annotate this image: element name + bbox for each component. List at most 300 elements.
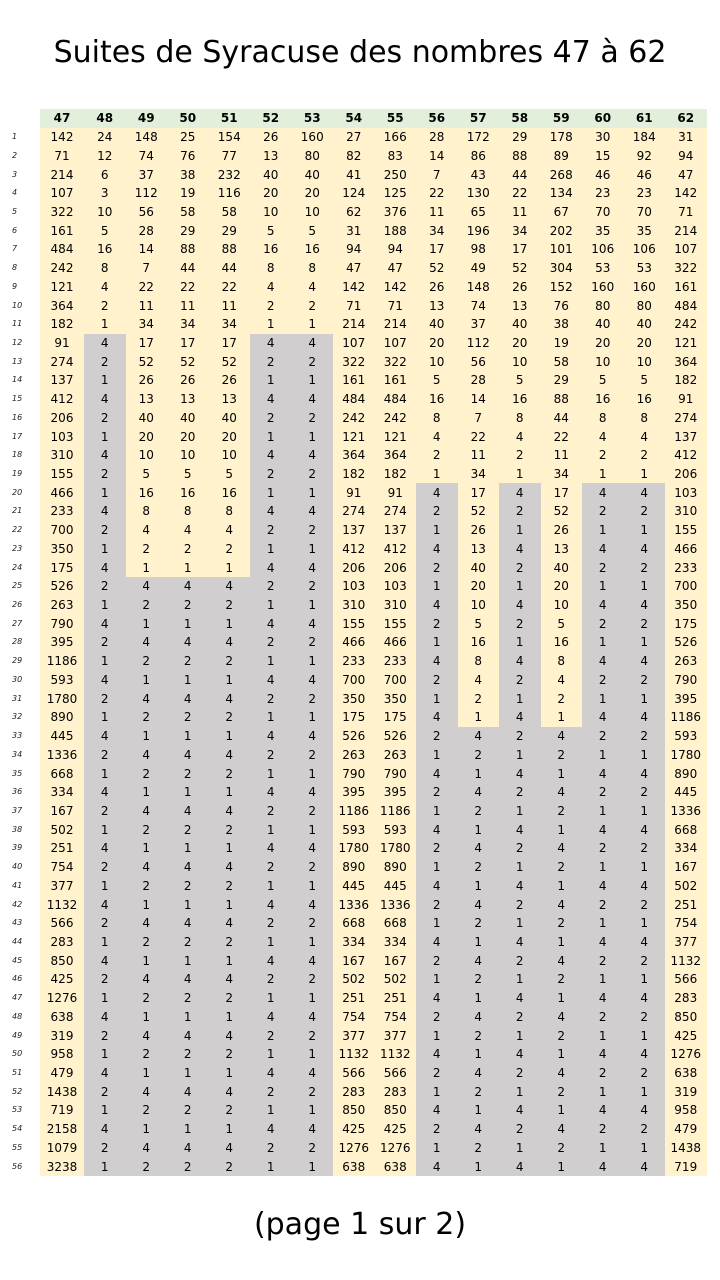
- table-cell: 1: [499, 689, 541, 708]
- table-cell: 242: [375, 409, 417, 428]
- table-cell: 182: [375, 465, 417, 484]
- table-cell: 958: [665, 1101, 707, 1120]
- table-cell: 4: [582, 989, 624, 1008]
- table-cell: 2: [582, 614, 624, 633]
- row-number: 29: [0, 652, 40, 671]
- table-cell: 242: [333, 409, 375, 428]
- table-cell: 52: [541, 502, 583, 521]
- table-cell: 4: [126, 689, 168, 708]
- table-cell: 310: [665, 502, 707, 521]
- table-cell: 5: [167, 465, 209, 484]
- table-cell: 1: [624, 577, 666, 596]
- table-cell: 38: [167, 165, 209, 184]
- table-cell: 4: [126, 1139, 168, 1158]
- table-cell: 2: [84, 352, 126, 371]
- row-number: 45: [0, 951, 40, 970]
- table-cell: 12: [84, 146, 126, 165]
- table-cell: 71: [40, 146, 84, 165]
- table-cell: 4: [126, 633, 168, 652]
- row-number: 39: [0, 839, 40, 858]
- table-cell: 27: [333, 128, 375, 147]
- table-cell: 1: [624, 521, 666, 540]
- table-cell: 526: [333, 727, 375, 746]
- table-cell: 1: [209, 839, 251, 858]
- table-cell: 4: [126, 1082, 168, 1101]
- table-row: [0, 858, 707, 877]
- table-cell: 2: [209, 652, 251, 671]
- row-number: 28: [0, 633, 40, 652]
- table-row: [0, 240, 707, 259]
- table-cell: 4: [250, 783, 292, 802]
- table-cell: 700: [665, 577, 707, 596]
- table-cell: 4: [126, 970, 168, 989]
- table-cell: 2: [250, 745, 292, 764]
- table-cell: 11: [458, 446, 500, 465]
- table-cell: 526: [375, 727, 417, 746]
- table-row: [0, 951, 707, 970]
- table-cell: 40: [167, 409, 209, 428]
- table-cell: 91: [40, 334, 84, 353]
- table-cell: 1: [582, 802, 624, 821]
- table-cell: 1: [292, 427, 334, 446]
- table-cell: 2: [167, 1045, 209, 1064]
- table-cell: 88: [209, 240, 251, 259]
- table-cell: 4: [499, 427, 541, 446]
- table-cell: 1: [292, 820, 334, 839]
- table-cell: 188: [375, 221, 417, 240]
- table-cell: 4: [292, 614, 334, 633]
- table-row: [0, 277, 707, 296]
- table-cell: 251: [665, 895, 707, 914]
- table-cell: 82: [333, 146, 375, 165]
- table-cell: 251: [375, 989, 417, 1008]
- table-cell: 1: [499, 577, 541, 596]
- table-cell: 178: [541, 128, 583, 147]
- table-cell: 4: [209, 1139, 251, 1158]
- table-cell: 4: [167, 914, 209, 933]
- table-cell: 1: [209, 783, 251, 802]
- table-cell: 28: [458, 371, 500, 390]
- table-cell: 8: [416, 409, 458, 428]
- table-row: [0, 352, 707, 371]
- table-cell: 2: [499, 614, 541, 633]
- table-cell: 2: [582, 727, 624, 746]
- table-cell: 1: [582, 1139, 624, 1158]
- table-cell: 8: [209, 502, 251, 521]
- table-cell: 16: [582, 390, 624, 409]
- table-cell: 52: [209, 352, 251, 371]
- table-cell: 251: [40, 839, 84, 858]
- table-cell: 44: [209, 259, 251, 278]
- table-cell: 1438: [40, 1082, 84, 1101]
- table-cell: 167: [375, 951, 417, 970]
- table-cell: 10: [167, 446, 209, 465]
- table-cell: 22: [209, 277, 251, 296]
- table-cell: 2: [167, 764, 209, 783]
- table-cell: 1: [167, 671, 209, 690]
- table-cell: 1: [416, 577, 458, 596]
- table-cell: 4: [292, 1064, 334, 1083]
- table-cell: 412: [665, 446, 707, 465]
- table-row: [0, 596, 707, 615]
- table-cell: 74: [458, 296, 500, 315]
- table-cell: 2: [250, 409, 292, 428]
- table-cell: 4: [209, 858, 251, 877]
- table-row: [0, 203, 707, 222]
- table-cell: 2: [250, 1026, 292, 1045]
- table-cell: 526: [665, 633, 707, 652]
- table-cell: 1: [499, 970, 541, 989]
- table-cell: 377: [665, 933, 707, 952]
- table-cell: 4: [84, 951, 126, 970]
- table-cell: 2: [250, 858, 292, 877]
- table-cell: 1: [84, 652, 126, 671]
- table-cell: 2: [250, 296, 292, 315]
- table-cell: 1: [292, 540, 334, 559]
- table-cell: 31: [665, 128, 707, 147]
- table-cell: 4: [292, 951, 334, 970]
- table-cell: 2: [126, 540, 168, 559]
- row-number: 11: [0, 315, 40, 334]
- table-cell: 334: [40, 783, 84, 802]
- table-cell: 1: [250, 652, 292, 671]
- table-cell: 4: [582, 708, 624, 727]
- table-cell: 526: [40, 577, 84, 596]
- table-cell: 1: [209, 895, 251, 914]
- table-row: [0, 1082, 707, 1101]
- table-cell: 2: [624, 558, 666, 577]
- table-cell: 160: [624, 277, 666, 296]
- table-cell: 668: [665, 820, 707, 839]
- table-cell: 1: [209, 671, 251, 690]
- table-cell: 4: [209, 745, 251, 764]
- table-cell: 103: [665, 483, 707, 502]
- table-cell: 1: [416, 802, 458, 821]
- table-cell: 103: [333, 577, 375, 596]
- table-cell: 8: [250, 259, 292, 278]
- table-cell: 22: [416, 184, 458, 203]
- table-cell: 41: [333, 165, 375, 184]
- table-cell: 4: [209, 521, 251, 540]
- table-cell: 1: [292, 652, 334, 671]
- table-row: [0, 371, 707, 390]
- table-cell: 2: [416, 895, 458, 914]
- table-cell: 2: [292, 352, 334, 371]
- table-cell: 1: [541, 1101, 583, 1120]
- table-cell: 5: [458, 614, 500, 633]
- table-cell: 2: [167, 540, 209, 559]
- table-row: [0, 914, 707, 933]
- table-cell: 1: [624, 689, 666, 708]
- table-cell: 5: [541, 614, 583, 633]
- table-cell: 1: [458, 764, 500, 783]
- table-cell: 322: [40, 203, 84, 222]
- table-cell: 4: [499, 596, 541, 615]
- table-cell: 395: [333, 783, 375, 802]
- table-cell: 2: [167, 989, 209, 1008]
- table-cell: 700: [40, 521, 84, 540]
- table-cell: 142: [375, 277, 417, 296]
- table-cell: 26: [499, 277, 541, 296]
- table-cell: 4: [499, 989, 541, 1008]
- table-cell: 1: [167, 839, 209, 858]
- table-row: [0, 296, 707, 315]
- table-row: [0, 989, 707, 1008]
- table-cell: 2: [458, 858, 500, 877]
- table-cell: 121: [375, 427, 417, 446]
- table-cell: 2: [582, 783, 624, 802]
- table-cell: 206: [375, 558, 417, 577]
- column-header: 59: [541, 109, 583, 128]
- table-cell: 1: [84, 483, 126, 502]
- table-cell: 4: [167, 858, 209, 877]
- table-cell: 10: [84, 203, 126, 222]
- table-cell: 47: [333, 259, 375, 278]
- table-cell: 34: [126, 315, 168, 334]
- table-cell: 17: [167, 334, 209, 353]
- table-cell: 1: [209, 1120, 251, 1139]
- table-cell: 214: [333, 315, 375, 334]
- table-row: [0, 540, 707, 559]
- table-cell: 638: [665, 1064, 707, 1083]
- table-cell: 22: [458, 427, 500, 446]
- table-cell: 2: [126, 820, 168, 839]
- table-cell: 2: [209, 1157, 251, 1176]
- table-cell: 2: [624, 502, 666, 521]
- row-number: 25: [0, 577, 40, 596]
- table-cell: 4: [84, 334, 126, 353]
- row-number: 54: [0, 1120, 40, 1139]
- table-cell: 5: [499, 371, 541, 390]
- table-cell: 233: [375, 652, 417, 671]
- column-header: 47: [40, 109, 84, 128]
- table-cell: 2: [250, 1139, 292, 1158]
- row-number: 22: [0, 521, 40, 540]
- table-cell: 214: [665, 221, 707, 240]
- table-cell: 2: [84, 409, 126, 428]
- table-cell: 4: [416, 1101, 458, 1120]
- table-cell: 4: [458, 727, 500, 746]
- table-cell: 10: [499, 352, 541, 371]
- table-cell: 1: [167, 951, 209, 970]
- table-cell: 251: [333, 989, 375, 1008]
- row-number: 21: [0, 502, 40, 521]
- table-cell: 1: [292, 483, 334, 502]
- table-cell: 58: [541, 352, 583, 371]
- table-cell: 4: [416, 596, 458, 615]
- table-cell: 56: [458, 352, 500, 371]
- table-cell: 1: [416, 1082, 458, 1101]
- table-row: [0, 165, 707, 184]
- table-row: [0, 1139, 707, 1158]
- table-cell: 1: [416, 745, 458, 764]
- table-cell: 20: [458, 577, 500, 596]
- table-cell: 1132: [665, 951, 707, 970]
- table-cell: 4: [292, 727, 334, 746]
- table-cell: 412: [333, 540, 375, 559]
- table-cell: 1: [126, 1120, 168, 1139]
- table-cell: 4: [292, 895, 334, 914]
- table-cell: 1336: [375, 895, 417, 914]
- table-cell: 4: [458, 839, 500, 858]
- table-cell: 4: [292, 783, 334, 802]
- table-cell: 4: [167, 1139, 209, 1158]
- table-cell: 20: [250, 184, 292, 203]
- table-cell: 1780: [333, 839, 375, 858]
- table-cell: 1: [582, 521, 624, 540]
- table-cell: 1: [624, 465, 666, 484]
- table-cell: 44: [499, 165, 541, 184]
- table-cell: 1: [416, 1026, 458, 1045]
- table-cell: 130: [458, 184, 500, 203]
- table-cell: 2: [416, 671, 458, 690]
- table-cell: 11: [499, 203, 541, 222]
- table-cell: 2: [250, 633, 292, 652]
- table-cell: 101: [541, 240, 583, 259]
- table-cell: 1: [624, 802, 666, 821]
- table-cell: 2: [541, 1026, 583, 1045]
- table-cell: 1: [167, 614, 209, 633]
- table-cell: 166: [375, 128, 417, 147]
- table-cell: 700: [333, 671, 375, 690]
- table-cell: 2: [292, 1026, 334, 1045]
- table-cell: 91: [665, 390, 707, 409]
- table-cell: 1: [126, 558, 168, 577]
- table-cell: 155: [40, 465, 84, 484]
- table-cell: 1: [292, 876, 334, 895]
- table-cell: 350: [375, 689, 417, 708]
- table-cell: 24: [84, 128, 126, 147]
- table-cell: 112: [126, 184, 168, 203]
- table-cell: 233: [665, 558, 707, 577]
- table-cell: 2: [499, 951, 541, 970]
- table-cell: 37: [126, 165, 168, 184]
- table-cell: 1: [292, 1157, 334, 1176]
- table-cell: 754: [665, 914, 707, 933]
- table-cell: 28: [416, 128, 458, 147]
- table-cell: 2: [624, 839, 666, 858]
- table-cell: 2: [416, 614, 458, 633]
- table-cell: 1: [209, 558, 251, 577]
- table-cell: 2: [292, 802, 334, 821]
- table-cell: 638: [40, 1008, 84, 1027]
- table-cell: 4: [84, 839, 126, 858]
- table-cell: 2: [499, 895, 541, 914]
- table-cell: 4: [84, 895, 126, 914]
- table-cell: 1: [84, 708, 126, 727]
- row-number: 17: [0, 427, 40, 446]
- table-cell: 34: [167, 315, 209, 334]
- table-cell: 137: [40, 371, 84, 390]
- table-cell: 364: [333, 446, 375, 465]
- table-cell: 34: [499, 221, 541, 240]
- table-cell: 2: [292, 1082, 334, 1101]
- table-cell: 2: [167, 1157, 209, 1176]
- table-cell: 20: [624, 334, 666, 353]
- table-cell: 2: [624, 895, 666, 914]
- table-cell: 1: [126, 671, 168, 690]
- table-cell: 26: [209, 371, 251, 390]
- table-cell: 1: [458, 933, 500, 952]
- table-cell: 4: [499, 876, 541, 895]
- table-cell: 91: [375, 483, 417, 502]
- column-header: 58: [499, 109, 541, 128]
- table-cell: 13: [458, 540, 500, 559]
- table-cell: 62: [333, 203, 375, 222]
- table-cell: 2: [582, 1064, 624, 1083]
- table-cell: 364: [40, 296, 84, 315]
- table-cell: 4: [250, 558, 292, 577]
- table-cell: 1: [458, 708, 500, 727]
- table-cell: 2: [84, 465, 126, 484]
- table-cell: 2: [250, 577, 292, 596]
- table-cell: 2: [582, 839, 624, 858]
- table-cell: 4: [209, 633, 251, 652]
- table-cell: 1: [458, 989, 500, 1008]
- table-row: [0, 633, 707, 652]
- table-cell: 1: [499, 465, 541, 484]
- table-cell: 274: [333, 502, 375, 521]
- table-row: [0, 614, 707, 633]
- row-number: 44: [0, 933, 40, 952]
- table-cell: 4: [624, 933, 666, 952]
- table-cell: 4: [250, 671, 292, 690]
- table-row: [0, 502, 707, 521]
- table-cell: 2: [209, 540, 251, 559]
- table-cell: 29: [541, 371, 583, 390]
- table-cell: 2: [541, 970, 583, 989]
- table-cell: 1132: [40, 895, 84, 914]
- column-header: 51: [209, 109, 251, 128]
- table-cell: 2: [499, 446, 541, 465]
- table-cell: 310: [40, 446, 84, 465]
- table-cell: 88: [541, 390, 583, 409]
- table-cell: 1: [416, 970, 458, 989]
- table-cell: 4: [292, 502, 334, 521]
- table-cell: 4: [209, 1026, 251, 1045]
- table-cell: 1132: [375, 1045, 417, 1064]
- table-cell: 2: [624, 1064, 666, 1083]
- table-cell: 395: [665, 689, 707, 708]
- table-cell: 14: [416, 146, 458, 165]
- table-cell: 1: [167, 1120, 209, 1139]
- table-cell: 40: [126, 409, 168, 428]
- table-cell: 4: [292, 671, 334, 690]
- table-cell: 1: [416, 689, 458, 708]
- row-number: 33: [0, 727, 40, 746]
- table-cell: 16: [292, 240, 334, 259]
- table-cell: 4: [624, 876, 666, 895]
- table-cell: 98: [458, 240, 500, 259]
- table-cell: 2: [126, 1157, 168, 1176]
- table-cell: 38: [541, 315, 583, 334]
- table-cell: 1: [250, 876, 292, 895]
- table-row: [0, 727, 707, 746]
- table-cell: 26: [250, 128, 292, 147]
- table-cell: 4: [416, 989, 458, 1008]
- table-cell: 2: [458, 802, 500, 821]
- row-number: 46: [0, 970, 40, 989]
- table-cell: 566: [375, 1064, 417, 1083]
- table-cell: 274: [665, 409, 707, 428]
- table-cell: 2: [126, 989, 168, 1008]
- table-row: [0, 671, 707, 690]
- table-cell: 4: [84, 502, 126, 521]
- table-cell: 850: [665, 1008, 707, 1027]
- table-cell: 2: [250, 802, 292, 821]
- table-cell: 484: [333, 390, 375, 409]
- table-cell: 107: [40, 184, 84, 203]
